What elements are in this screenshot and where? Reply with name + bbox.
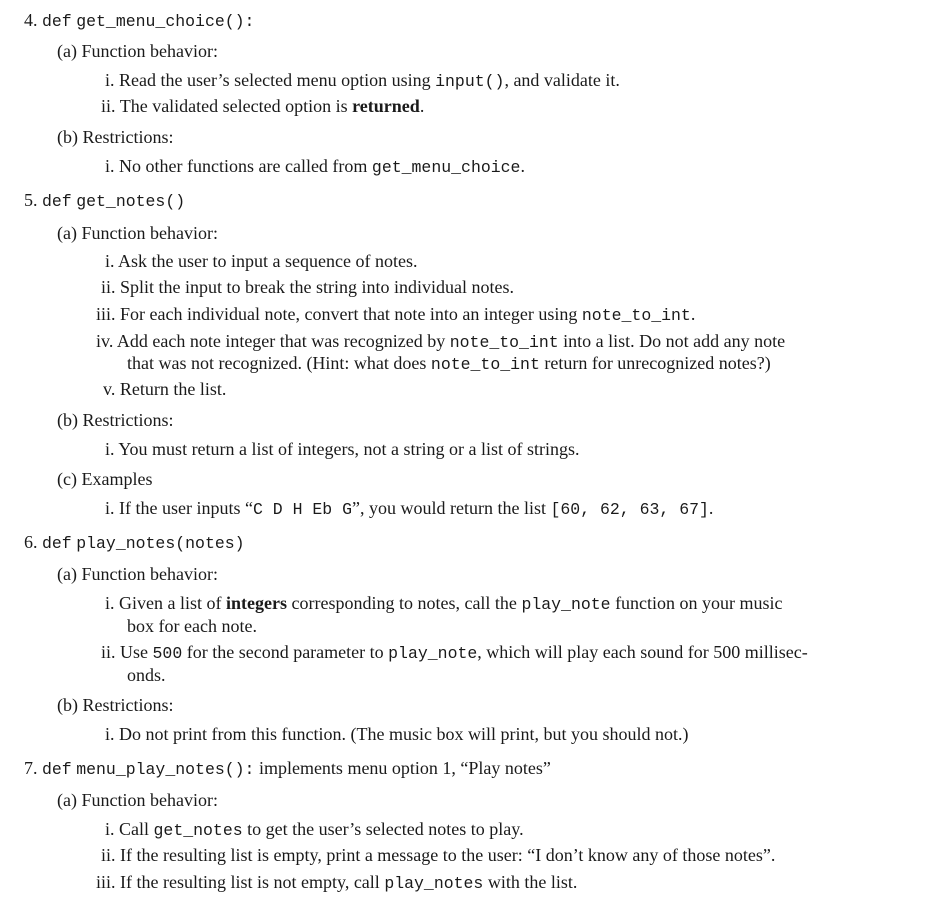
item-5-heading: 5. def get_notes() xyxy=(24,190,186,211)
item-4a-heading: (a) Function behavior: xyxy=(57,41,218,61)
item-4a-ii: ii. The validated selected option is returned. xyxy=(101,96,425,116)
item-6a-ii: ii. Use 500 for the second parameter to play_note, which will play each sound for 500 millisec- xyxy=(101,642,808,663)
item-5a-iv: iv. Add each note integer that was recognized by note_to_int into a list. Do not add any note xyxy=(96,331,786,352)
item-7a-iii: iii. If the resulting list is not empty, call play_notes with the list. xyxy=(96,872,578,893)
item-6a-i-cont: box for each note. xyxy=(127,616,257,636)
item-4a-i: i. Read the user’s selected menu option using input(), and validate it. xyxy=(105,70,620,91)
item-4-heading: 4. def get_menu_choice(): xyxy=(24,10,255,31)
item-5c-i: i. If the user inputs “C D H Eb G”, you would return the list [60, 62, 63, 67]. xyxy=(105,498,714,519)
item-5a-iii: iii. For each individual note, convert that note into an integer using note_to_int. xyxy=(96,304,696,325)
item-5b-heading: (b) Restrictions: xyxy=(57,410,174,430)
item-5a-iv-cont: that was not recognized. (Hint: what does note_to_int return for unrecognized notes?) xyxy=(127,353,771,374)
item-6-heading: 6. def play_notes(notes) xyxy=(24,532,245,553)
item-6a-ii-cont: onds. xyxy=(127,665,166,685)
item-6a-heading: (a) Function behavior: xyxy=(57,564,218,584)
item-5a-v: v. Return the list. xyxy=(103,379,227,399)
item-5b-i: i. You must return a list of integers, not a string or a list of strings. xyxy=(105,439,580,459)
item-7-heading: 7. def menu_play_notes(): implements menu option 1, “Play notes” xyxy=(24,758,551,779)
item-6a-i: i. Given a list of integers corresponding to notes, call the play_note function on your music xyxy=(105,593,783,614)
item-6b-heading: (b) Restrictions: xyxy=(57,695,174,715)
item-6b-i: i. Do not print from this function. (The music box will print, but you should not.) xyxy=(105,724,689,744)
item-4b-heading: (b) Restrictions: xyxy=(57,127,174,147)
item-7a-heading: (a) Function behavior: xyxy=(57,790,218,810)
item-7a-ii: ii. If the resulting list is empty, print a message to the user: “I don’t know any of those notes”. xyxy=(101,845,776,865)
item-5a-ii: ii. Split the input to break the string into individual notes. xyxy=(101,277,514,297)
item-5c-heading: (c) Examples xyxy=(57,469,153,489)
item-5a-i: i. Ask the user to input a sequence of notes. xyxy=(105,251,418,271)
item-5a-heading: (a) Function behavior: xyxy=(57,223,218,243)
item-4b-i: i. No other functions are called from get_menu_choice. xyxy=(105,156,525,177)
item-7a-i: i. Call get_notes to get the user’s selected notes to play. xyxy=(105,819,524,840)
